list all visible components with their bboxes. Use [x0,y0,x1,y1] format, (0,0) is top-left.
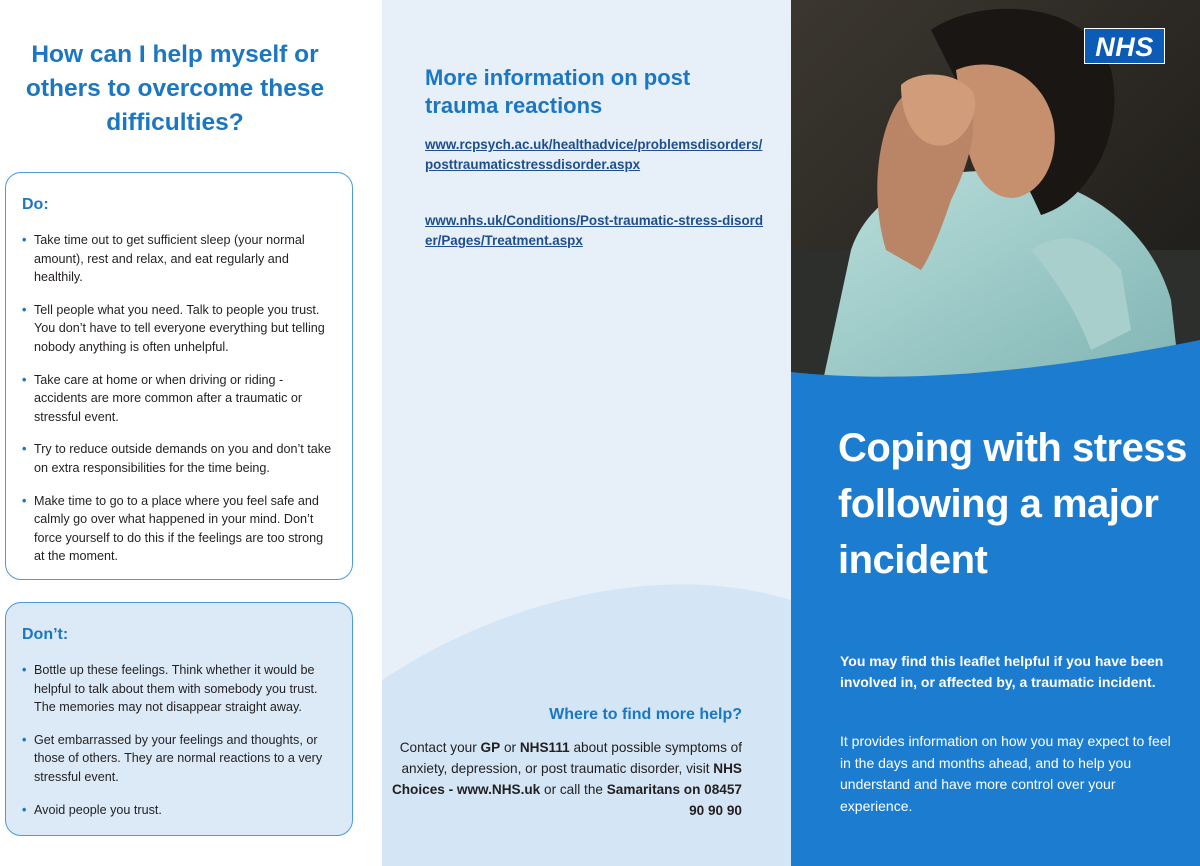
self-help-heading: How can I help myself or others to overcome these difficulties? [25,41,325,136]
middle-panel [382,0,791,866]
bullet-icon: • [22,302,27,317]
help-text-4: or call the [540,782,607,797]
do-item [22,301,334,357]
gp-text: GP [480,740,501,755]
dont-item-text: Get embarrassed by your feelings and thoughts, or those of others. They are normal reactions to a very stressful event. [34,732,323,784]
dont-item [22,661,334,717]
help-text-1: Contact your [399,740,481,755]
bullet-icon: • [22,663,27,677]
bullet-icon: • [22,493,27,508]
samaritans-text: Samaritans on 08457 90 90 90 [606,782,742,818]
dont-list [22,661,334,819]
bullet-icon: • [22,233,27,247]
do-item-text: Try to reduce outside demands on you and don’t take on extra responsibilities for the time being. [34,442,332,475]
do-item [22,492,334,566]
help-text-2: or [500,740,520,755]
do-item-text: Tell people what you need. Talk to people you trust. You don’t have to tell everyone everything but telling nobody anything is often unhelpful. [34,302,325,354]
do-item-text: Make time to go to a place where you feel safe and calmly go over what happened in your mind. Don’t force yourself to do this if the feelings are too strong at the moment. [34,493,324,564]
more-info-heading: More information on post trauma reactions [425,65,691,118]
dont-item [22,731,334,787]
dont-box [5,602,353,836]
help-text-3: about possible symptoms of anxiety, depression, or post traumatic disorder, visit [401,740,742,776]
leaflet-intro: You may find this leaflet helpful if you have been involved in, or affected by, a traumatic incident. [840,653,1164,690]
find-help-text [382,737,742,821]
do-title: Do: [22,196,49,213]
dont-title: Don’t: [22,626,69,643]
do-item [22,231,334,287]
nhs111-text: NHS111 [519,740,570,755]
do-box [5,172,353,580]
nhs-logo: NHS [1084,28,1165,64]
nhs-ptsd-link[interactable]: www.nhs.uk/Conditions/Post-traumatic-stress-disorder/Pages/Treatment.aspx [425,213,764,248]
rcpsych-link[interactable]: www.rcpsych.ac.uk/healthadvice/problemsdisorders/posttraumaticstressdisorder.aspx [425,137,763,172]
do-item-text: Take care at home or when driving or riding - accidents are more common after a traumatic or stressful event. [34,372,303,424]
dont-item-text: Bottle up these feelings. Think whether it would be helpful to talk about them with somebody you trust. The memories may not disappear straight away. [34,663,318,715]
left-panel [0,0,382,866]
do-item-text: Take time out to get sufficient sleep (your normal amount), rest and relax, and eat regularly and healthily. [34,233,305,285]
leaflet-description: It provides information on how you may expect to feel in the days and months ahead, and to help you understand and have more control over your experience. [840,733,1171,814]
bullet-icon: • [22,802,27,817]
cover-panel [791,0,1200,866]
leaflet-title: Coping with stress following a major incident [838,426,1187,582]
nhs-choices-text: NHS Choices - www.NHS.uk [391,761,742,797]
dont-item-text: Avoid people you trust. [34,802,162,817]
bullet-icon: • [22,372,27,387]
find-help-heading: Where to find more help? [549,706,742,723]
do-list [22,231,334,566]
bullet-icon: • [22,732,27,747]
do-item [22,371,334,427]
do-item [22,440,334,477]
dont-item [22,801,334,820]
bullet-icon: • [22,442,27,457]
